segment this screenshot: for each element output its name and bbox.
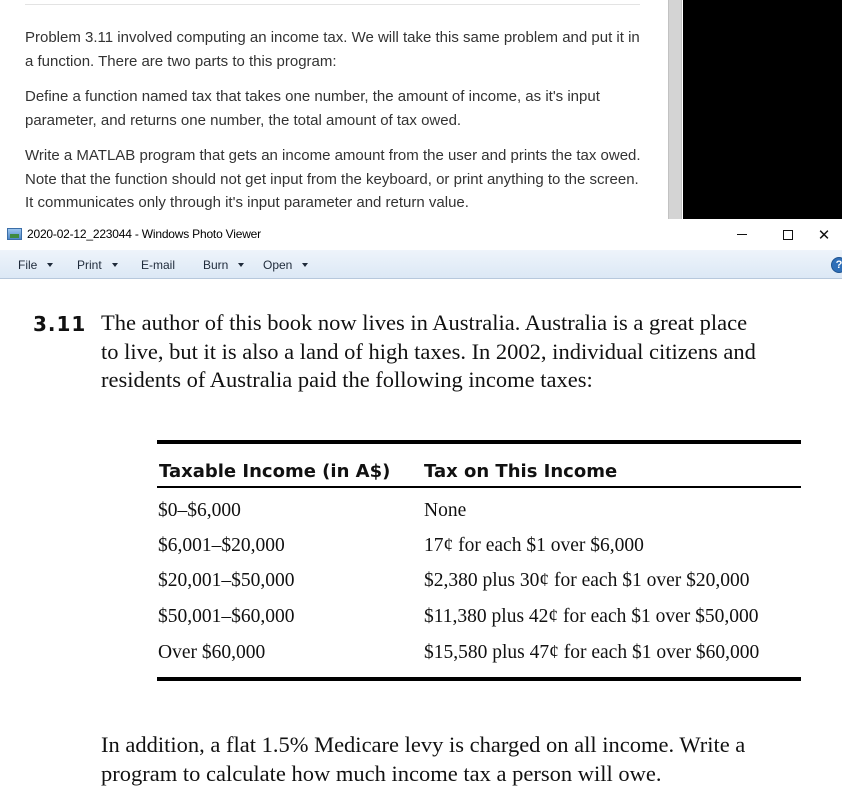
table-cell-tax: 17¢ for each $1 over $6,000	[424, 535, 644, 556]
table-cell-income: $20,001–$50,000	[158, 570, 295, 591]
close-button[interactable]	[811, 219, 842, 250]
table-cell-tax: $11,380 plus 42¢ for each $1 over $50,000	[424, 606, 759, 627]
table-cell-income: Over $60,000	[158, 642, 266, 663]
menu-label: File	[18, 258, 38, 272]
chevron-down-icon	[112, 263, 118, 267]
photo-viewer-window	[0, 219, 842, 804]
problem-description	[25, 26, 650, 227]
problem-statement	[101, 309, 811, 395]
menu-print[interactable]	[77, 258, 118, 272]
table-header-rule	[157, 486, 801, 488]
table-cell-tax: None	[424, 500, 467, 521]
scrollbar[interactable]	[668, 0, 682, 219]
table-cell-income: $0–$6,000	[158, 500, 241, 521]
title-bar[interactable]	[0, 219, 842, 250]
table-cell-income: $50,001–$60,000	[158, 606, 295, 627]
problem-number: 3.11	[33, 312, 87, 336]
menu-label: Burn	[203, 258, 229, 272]
table-cell-tax: $2,380 plus 30¢ for each $1 over $20,000	[424, 570, 750, 591]
problem-paragraph: Write a MATLAB program that gets an income amount from the user and prints the tax owed. Note that the function should not get input from the keyboard, or print anything to the screen. It communicates only through it's input parameter and return value.	[25, 147, 641, 211]
minimize-icon	[737, 234, 747, 235]
text-line: The author of this book now lives in Australia. Australia is a great place	[101, 310, 748, 335]
menu-bar	[0, 250, 842, 279]
minimize-button[interactable]	[719, 219, 765, 250]
problem-paragraph: Problem 3.11 involved computing an income tax. We will take this same problem and put it in a function. There are two parts to this program:	[25, 29, 640, 70]
close-icon: ✕	[817, 226, 831, 244]
table-bottom-rule	[157, 677, 801, 681]
menu-label: E-mail	[141, 258, 176, 272]
text-line: In addition, a flat 1.5% Medicare levy is charged on all income. Write a	[101, 732, 746, 757]
menu-email[interactable]	[141, 258, 175, 272]
divider	[25, 4, 640, 5]
table-header-tax: Tax on This Income	[424, 461, 618, 482]
table-cell-income: $6,001–$20,000	[158, 535, 285, 556]
maximize-button[interactable]	[765, 219, 811, 250]
photo-display	[0, 280, 842, 804]
help-icon[interactable]: ?	[831, 257, 842, 273]
maximize-icon	[783, 230, 793, 240]
chevron-down-icon	[238, 263, 244, 267]
chevron-down-icon	[47, 263, 53, 267]
window-title: 2020-02-12_223044 - Windows Photo Viewer	[27, 227, 261, 241]
menu-open[interactable]	[263, 258, 308, 272]
problem-closing	[101, 731, 811, 788]
text-line: program to calculate how much income tax a person will owe.	[101, 760, 662, 786]
table-cell-tax: $15,580 plus 47¢ for each $1 over $60,000	[424, 642, 760, 663]
black-pane	[683, 0, 842, 219]
text-line: residents of Australia paid the following income taxes:	[101, 367, 593, 392]
table-header-income: Taxable Income (in A$)	[159, 461, 391, 482]
menu-burn[interactable]	[203, 258, 244, 272]
menu-label: Open	[263, 258, 293, 272]
menu-label: Print	[77, 258, 102, 272]
photo-viewer-icon	[7, 228, 22, 240]
problem-panel	[0, 0, 842, 219]
chevron-down-icon	[302, 263, 308, 267]
menu-file[interactable]	[18, 258, 53, 272]
text-line: to live, but it is also a land of high taxes. In 2002, individual citizens and	[101, 338, 756, 364]
problem-paragraph: Define a function named tax that takes one number, the amount of income, as it's input parameter, and returns one number, the total amount of tax owed.	[25, 88, 600, 129]
table-top-rule	[157, 440, 801, 444]
